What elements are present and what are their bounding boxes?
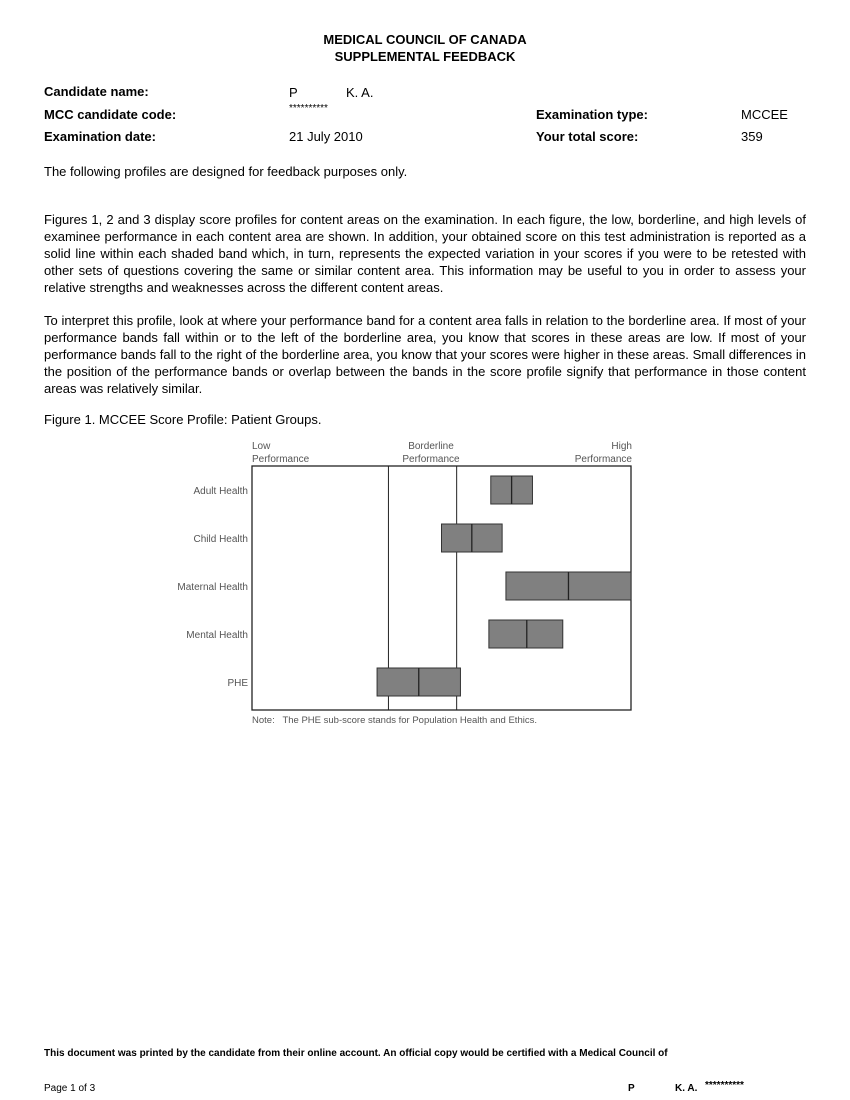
category-label-mental-health: Mental Health (186, 630, 248, 641)
candidate-code-value: ********** (289, 103, 328, 114)
document-subtitle: SUPPLEMENTAL FEEDBACK (334, 49, 516, 64)
footer-first-name: P (628, 1083, 635, 1094)
category-label-child-health: Child Health (193, 534, 248, 545)
figure-caption: Figure 1. MCCEE Score Profile: Patient Groups. (44, 412, 322, 427)
total-score-label: Your total score: (536, 129, 639, 144)
exam-type-label: Examination type: (536, 107, 648, 122)
footer-disclaimer: This document was printed by the candidate from their online account. An official copy would be certified with a Medical Council of (44, 1048, 668, 1059)
chart-note: Note: The PHE sub-score stands for Population Health and Ethics. (252, 715, 537, 726)
performance-band-mental-health (489, 620, 563, 648)
high-label-line2: Performance (574, 454, 632, 465)
high-label-line1: High (611, 441, 632, 452)
category-label-adult-health: Adult Health (193, 486, 248, 497)
exam-type-value: MCCEE (741, 107, 788, 122)
category-label-maternal-health: Maternal Health (177, 582, 248, 593)
low-label-line1: Low (252, 441, 271, 452)
paragraph-interpret: To interpret this profile, look at where your performance band for a content area falls in relation to the borderline area. If most of your performance bands fall within or to the left of the borderline area, you know that scores in these areas are low. If most of your performance bands fall to the right of the borderline area, you know that your scores were higher in these areas. Small differences in the position of the performance bands or overlap between the bands in the score profile signify that performance in those content areas was relatively similar. (44, 313, 806, 396)
paragraph-figures: Figures 1, 2 and 3 display score profiles for content areas on the examination. In each figure, the low, borderline, and high levels of examinee performance in each content area are shown. In addition, your obtained score on this test administration is reported as a solid line within each shaded band which, in turn, represents the expected variation in your scores if you were to be retested with other sets of questions covering the same or similar content area. This information may be useful to you in order to assess your relative strengths and weaknesses across the different content areas. (44, 212, 806, 295)
borderline-label-line2: Performance (402, 454, 460, 465)
intro-text: The following profiles are designed for feedback purposes only. (44, 164, 408, 179)
total-score-value: 359 (741, 129, 763, 144)
exam-date-label: Examination date: (44, 129, 156, 144)
candidate-last-name: K. A. (346, 85, 374, 100)
category-label-phe: PHE (227, 678, 248, 689)
candidate-code-label: MCC candidate code: (44, 107, 177, 122)
candidate-name-label: Candidate name: (44, 84, 149, 99)
footer-page-number: Page 1 of 3 (44, 1083, 96, 1094)
exam-date-value: 21 July 2010 (289, 129, 363, 144)
document-title: MEDICAL COUNCIL OF CANADA (323, 32, 527, 47)
footer-last-name: K. A. (675, 1083, 698, 1094)
borderline-label-line1: Borderline (408, 441, 454, 452)
footer-code: ********** (705, 1080, 744, 1091)
candidate-first-name: P (289, 85, 298, 100)
low-label-line2: Performance (252, 454, 310, 465)
